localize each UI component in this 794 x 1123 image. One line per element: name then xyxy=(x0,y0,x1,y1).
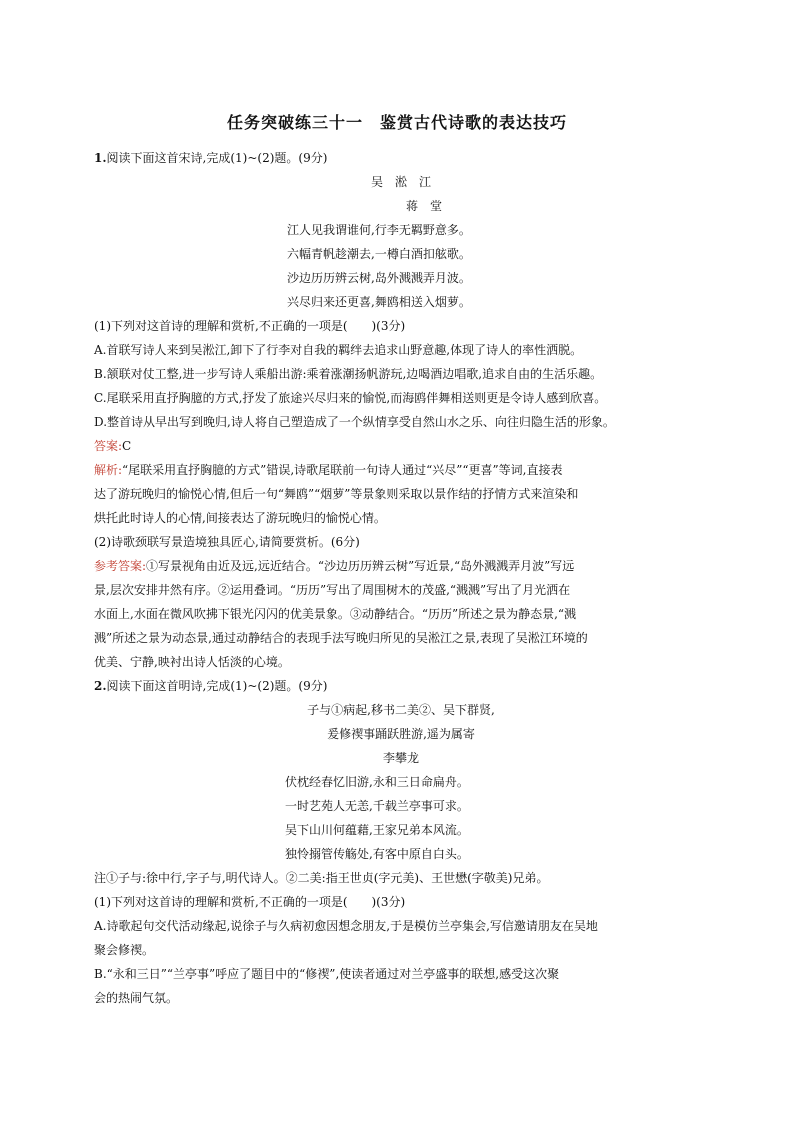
reference-answer-text: ①写景视角由近及远,远近结合。“沙边历历辨云树”写近景,“岛外溅溅弄月波”写远 xyxy=(146,559,575,573)
q2-note: 注①子与:徐中行,字子与,明代诗人。②二美:指王世贞(字元美)、王世懋(字敬美)兄弟。 xyxy=(94,871,549,885)
q1-poem-author: 蒋 堂 xyxy=(405,199,442,213)
q1-analysis-line: 达了游玩晚归的愉悦心情,但后一句“舞鸥”“烟萝”等景象则采取以景作结的抒情方式来渲染和 xyxy=(94,487,579,501)
q1-option-c: C.尾联采用直抒胸臆的方式,抒发了旅途兴尽归来的愉悦,而海鸥伴舞相送则更是令诗人感到欣喜。 xyxy=(94,391,607,405)
q1-analysis-line: 烘托此时诗人的心情,间接表达了游玩晚归的愉悦心情。 xyxy=(94,511,386,525)
answer-value: C xyxy=(122,439,132,453)
q1-prompt-text: 阅读下面这首宋诗,完成(1)~(2)题。(9分) xyxy=(106,151,328,165)
q1-poem-line: 六幅青帆趁潮去,一樽白酒扣舷歌。 xyxy=(287,247,471,261)
q2-poem-line: 独怜搦管传觞处,有客中原自白头。 xyxy=(285,847,469,861)
reference-answer-label: 参考答案: xyxy=(94,559,147,573)
page-title: 任务突破练三十一 鉴赏古代诗歌的表达技巧 xyxy=(226,113,567,132)
q1-answer xyxy=(94,434,708,458)
q2-poem xyxy=(94,770,708,866)
q2-poem-author: 李攀龙 xyxy=(382,751,419,765)
q2-poem-title-line: 爰修禊事踊跃胜游,遥为属寄 xyxy=(327,727,475,741)
q1-ref-answer-line: 景,层次安排井然有序。②运用叠词。“历历”写出了周围树木的茂盛,“溅溅”写出了月光洒在 xyxy=(94,583,571,597)
q2-poem-line: 伏枕经春忆旧游,永和三日命扁舟。 xyxy=(285,775,469,789)
question-2 xyxy=(94,674,708,1010)
q1-option-d: D.整首诗从早出写到晚归,诗人将自己塑造成了一个纵情享受自然山水之乐、向往归隐生活的形象。 xyxy=(94,415,615,429)
q1-poem-line: 沙边历历辨云树,岛外溅溅弄月波。 xyxy=(287,271,471,285)
q1-poem-line: 江人见我谓谁何,行李无羁野意多。 xyxy=(287,223,471,237)
q2-number: 2. xyxy=(94,679,107,693)
analysis-label: 解析: xyxy=(94,463,123,477)
q1-analysis-line xyxy=(94,458,708,482)
q1-poem xyxy=(94,218,708,314)
q2-poem-line: 一时艺苑人无恙,千载兰亭事可求。 xyxy=(285,799,469,813)
q2-option-b: B.“永和三日”“兰亭事”呼应了题目中的“修禊”,使读者通过对兰亭盛事的联想,感受这次聚 xyxy=(94,967,560,981)
q1-sub1-stem: (1)下列对这首诗的理解和赏析,不正确的一项是( )(3分) xyxy=(94,319,406,333)
answer-label: 答案: xyxy=(94,439,123,453)
q2-prompt-text: 阅读下面这首明诗,完成(1)~(2)题。(9分) xyxy=(106,679,328,693)
q1-ref-answer-line: 水面上,水面在微风吹拂下银光闪闪的优美景象。③动静结合。“历历”所述之景为静态景,“溅 xyxy=(94,607,577,621)
q1-poem-title: 吴 淞 江 xyxy=(370,175,431,189)
analysis-text: “尾联采用直抒胸臆的方式”错误,诗歌尾联前一句诗人通过“兴尽”“更喜”等词,直接表 xyxy=(122,463,563,477)
q2-option-b-cont: 会的热闹气氛。 xyxy=(94,991,179,1005)
q1-prompt xyxy=(94,146,708,170)
q1-ref-answer-line xyxy=(94,554,708,578)
q2-prompt xyxy=(94,674,708,698)
q2-option-a: A.诗歌起句交代活动缘起,说徐子与久病初愈因想念朋友,于是模仿兰亭集会,写信邀请朋友在吴地 xyxy=(94,919,598,933)
q2-poem-line: 吴下山川何蕴藉,王家兄弟本风流。 xyxy=(285,823,469,837)
q1-sub2-stem: (2)诗歌颈联写景造境独具匠心,请简要赏析。(6分) xyxy=(94,535,360,549)
q1-ref-answer-line: 溅”所述之景为动态景,通过动静结合的表现手法写晚归所见的吴淞江之景,表现了吴淞江环境的 xyxy=(94,631,588,645)
q2-poem-title-line: 子与①病起,移书二美②、吴下群贤, xyxy=(307,703,495,717)
q2-sub1-stem: (1)下列对这首诗的理解和赏析,不正确的一项是( )(3分) xyxy=(94,895,406,909)
q2-option-a-cont: 聚会修禊。 xyxy=(94,943,155,957)
q1-number: 1. xyxy=(94,151,107,165)
q1-ref-answer-line: 优美、宁静,映衬出诗人恬淡的心境。 xyxy=(94,655,290,669)
q1-option-a: A.首联写诗人来到吴淞江,卸下了行李对自我的羁绊去追求山野意趣,体现了诗人的率性洒脱。 xyxy=(94,343,583,357)
question-1 xyxy=(94,146,708,674)
q1-option-b: B.颔联对仗工整,进一步写诗人乘船出游:乘着涨潮扬帆游玩,边喝酒边唱歌,追求自由的生活乐趣。 xyxy=(94,367,603,381)
q1-poem-line: 兴尽归来还更喜,舞鸥相送入烟萝。 xyxy=(287,295,471,309)
